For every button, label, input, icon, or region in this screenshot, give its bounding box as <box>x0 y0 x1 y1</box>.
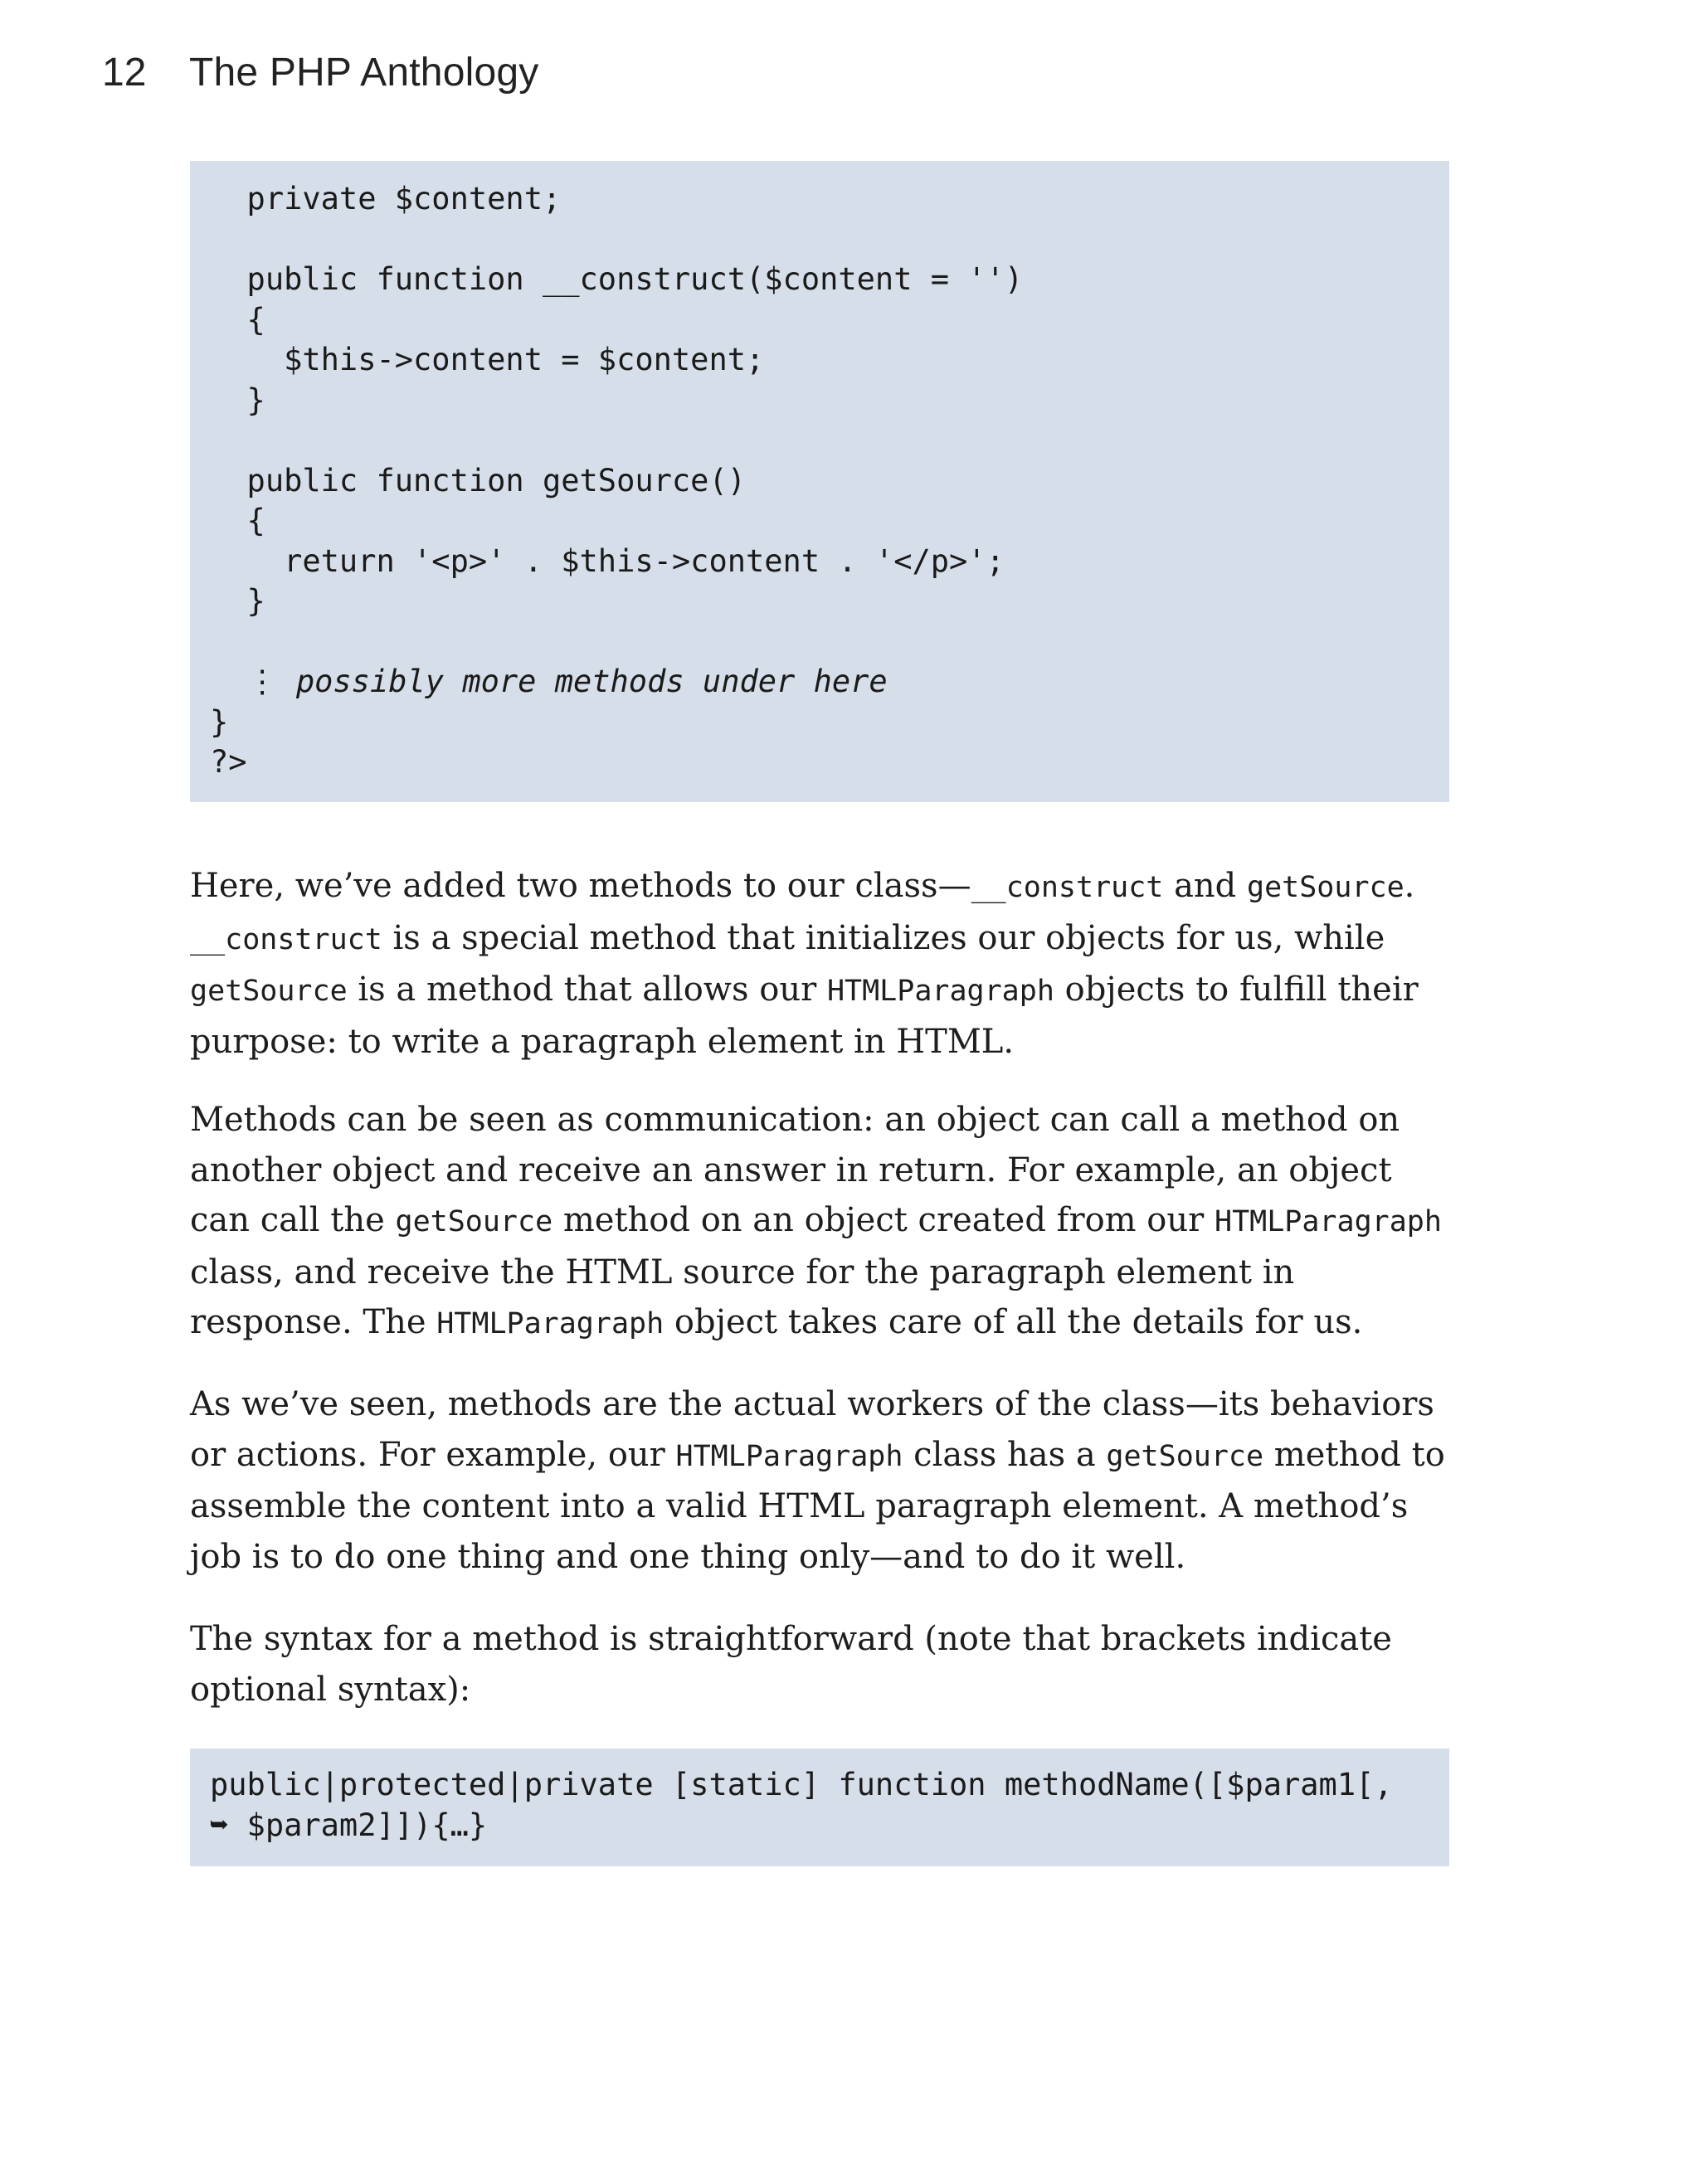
running-title: The PHP Anthology <box>189 50 539 95</box>
line-continuation-arrow-icon: ➥ <box>210 1807 229 1843</box>
code-line: } <box>210 583 265 619</box>
code-text: $param2]]){…} <box>228 1807 488 1843</box>
syntax-listing <box>190 1749 1449 1866</box>
text-run: class, and receive the HTML source for the paragraph element in response. The <box>190 1253 1295 1341</box>
inline-code: getSource <box>395 1205 553 1238</box>
code-line: return '<p>' . $this->content . '</p>'; <box>210 542 1005 579</box>
inline-code: __construct <box>971 871 1164 904</box>
text-run: The syntax for a method is straightforward (note that brackets indicate optional syntax): <box>190 1620 1392 1709</box>
code-line: } <box>210 382 265 418</box>
text-run: Methods can be seen as communication: an object can call a method on another object and receive an answer in return. For example, an object can call the <box>190 1101 1400 1239</box>
code-line: } <box>210 703 229 740</box>
vertical-ellipsis-icon: ⋮ <box>246 664 278 699</box>
inline-code: HTMLParagraph <box>1215 1205 1442 1238</box>
body-paragraph <box>190 861 1449 1067</box>
page-header <box>102 43 538 101</box>
code-line: $this->content = $content; <box>210 342 765 377</box>
code-comment-line <box>210 662 1449 703</box>
text-run: method to assemble the content into a valid HTML paragraph element. A method’s job is to do one thing and one thing only—and to do it well. <box>190 1435 1445 1576</box>
body-paragraph <box>190 1379 1449 1582</box>
inline-code: getSource <box>190 975 348 1008</box>
text-run: Here, we’ve added two methods to our class— <box>190 867 971 905</box>
code-comment: possibly more methods under here <box>295 664 888 699</box>
text-run: and <box>1163 867 1248 905</box>
body-paragraph <box>190 1614 1449 1715</box>
code-line: { <box>210 503 265 538</box>
code-line: ?> <box>210 744 247 780</box>
inline-code: HTMLParagraph <box>826 975 1054 1008</box>
code-line: public function __construct($content = '') <box>210 261 1024 297</box>
text-run: . <box>1404 867 1415 905</box>
code-line: private $content; <box>210 181 562 216</box>
code-line <box>210 622 1449 663</box>
inline-code: __construct <box>190 922 382 956</box>
code-line: public function getSource() <box>210 462 747 499</box>
code-line: { <box>210 301 265 338</box>
inline-code: getSource <box>1106 1439 1264 1473</box>
code-listing <box>190 161 1449 802</box>
page-number: 12 <box>102 50 147 95</box>
body-paragraph <box>190 1095 1449 1350</box>
code-line <box>210 1806 1449 1846</box>
code-line <box>210 220 1449 260</box>
text-run: is a method that allows our <box>347 970 827 1009</box>
code-line <box>210 421 1449 461</box>
inline-code: getSource <box>1247 871 1404 904</box>
text-run: object takes care of all the details for us. <box>664 1303 1363 1341</box>
inline-code: HTMLParagraph <box>436 1307 665 1340</box>
text-run: As we’ve seen, methods are the actual workers of the class—its behaviors or actions. For example, our <box>190 1385 1434 1474</box>
text-run: method on an object created from our <box>553 1201 1215 1239</box>
text-run: is a special method that initializes our objects for us, while <box>382 918 1385 957</box>
code-line: public|protected|private [static] function methodName([$param1[, <box>210 1767 1393 1802</box>
text-run: objects to fulfill their purpose: to write a paragraph element in HTML. <box>190 970 1419 1061</box>
inline-code: HTMLParagraph <box>675 1439 903 1473</box>
text-run: class has a <box>903 1435 1107 1474</box>
